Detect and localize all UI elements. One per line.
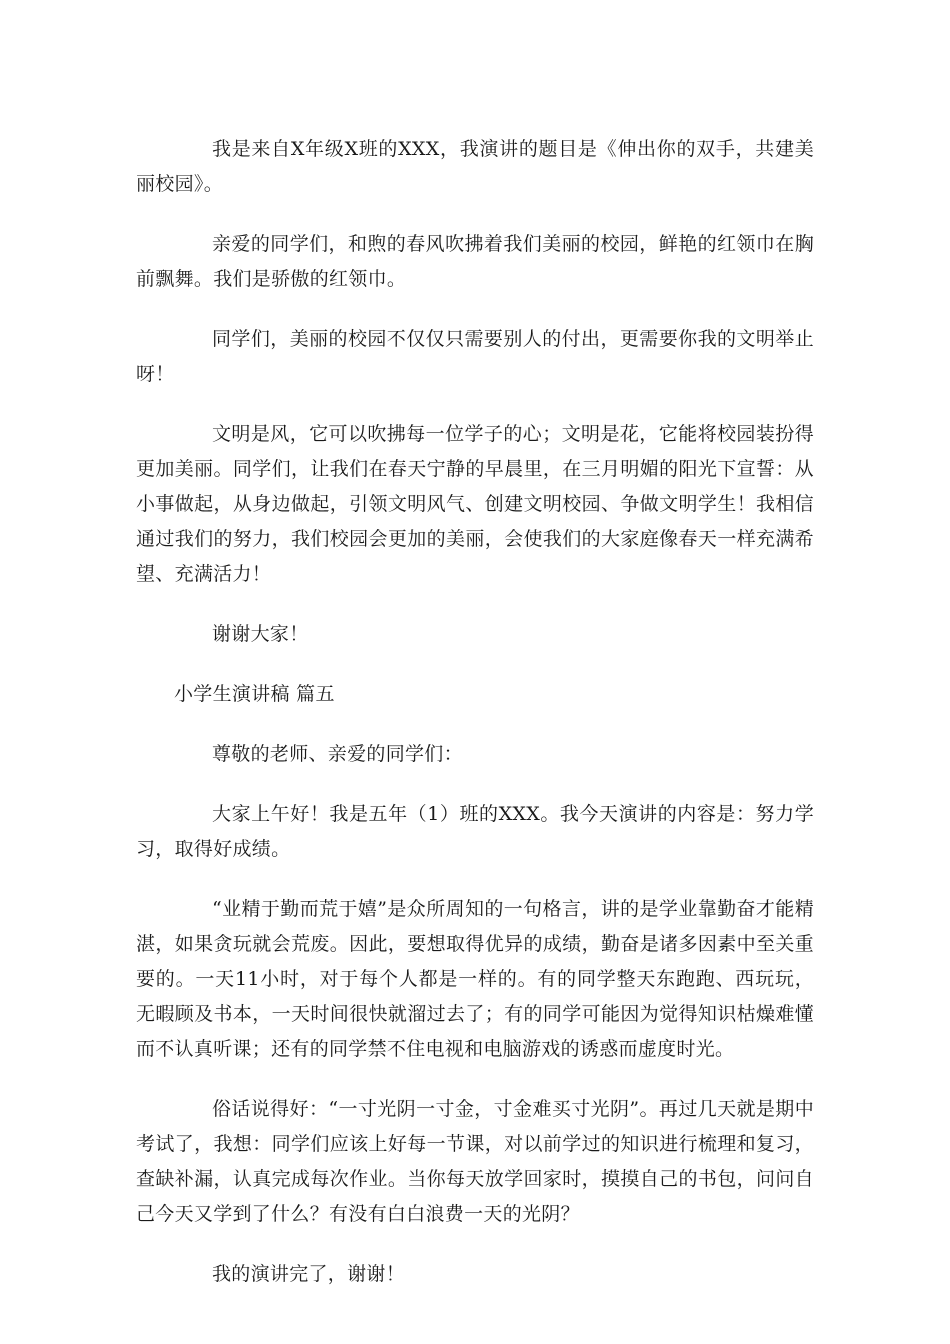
paragraph-thanks: 谢谢大家！	[212, 623, 309, 645]
paragraph-civility: 文明是风，它可以吹拂每一位学子的心；文明是花，它能将校园装扮得更加美丽。同学们，让我们在春天宁静的早晨里，在三月明媚的阳光下宣誓：从小事做起，从身边做起，引领文明风气、创建文明校园、争做文明学生！我相信通过我们的努力，我们校园会更加的美丽，会使我们的大家庭像春天一样充满希望、充满活力！	[136, 423, 814, 585]
section-heading: 小学生演讲稿 篇五	[174, 683, 335, 705]
document-body	[136, 132, 814, 1317]
paragraph-intro: 大家上午好！我是五年（1）班的XXX。我今天演讲的内容是：努力学习，取得好成绩。	[136, 803, 814, 860]
paragraph-speech-title: 我是来自X年级X班的XXX，我演讲的题目是《伸出你的双手，共建美丽校园》。	[136, 138, 814, 195]
paragraph-salutation: 尊敬的老师、亲爱的同学们：	[212, 743, 463, 765]
paragraph-diligence: “业精于勤而荒于嬉”是众所周知的一句格言，讲的是学业靠勤奋才能精湛，如果贪玩就会荒废。因此，要想取得优异的成绩，勤奋是诸多因素中至关重要的。一天11小时，对于每个人都是一样的。有的同学整天东跑跑、西玩玩，无暇顾及书本，一天时间很快就溜过去了；有的同学可能因为觉得知识枯燥难懂而不认真听课；还有的同学禁不住电视和电脑游戏的诱惑而虚度时光。	[136, 898, 814, 1060]
paragraph-proverb: 俗话说得好：“一寸光阴一寸金，寸金难买寸光阴”。再过几天就是期中考试了，我想：同学们应该上好每一节课，对以前学过的知识进行梳理和复习，查缺补漏，认真完成每次作业。当你每天放学回家时，摸摸自己的书包，问问自己今天又学到了什么？有没有白白浪费一天的光阴？	[136, 1098, 814, 1225]
paragraph-greeting: 亲爱的同学们，和煦的春风吹拂着我们美丽的校园，鲜艳的红领巾在胸前飘舞。我们是骄傲的红领巾。	[136, 233, 814, 290]
paragraph-campus: 同学们，美丽的校园不仅仅只需要别人的付出，更需要你我的文明举止呀！	[136, 328, 814, 385]
paragraph-closing: 我的演讲完了，谢谢！	[212, 1263, 406, 1285]
